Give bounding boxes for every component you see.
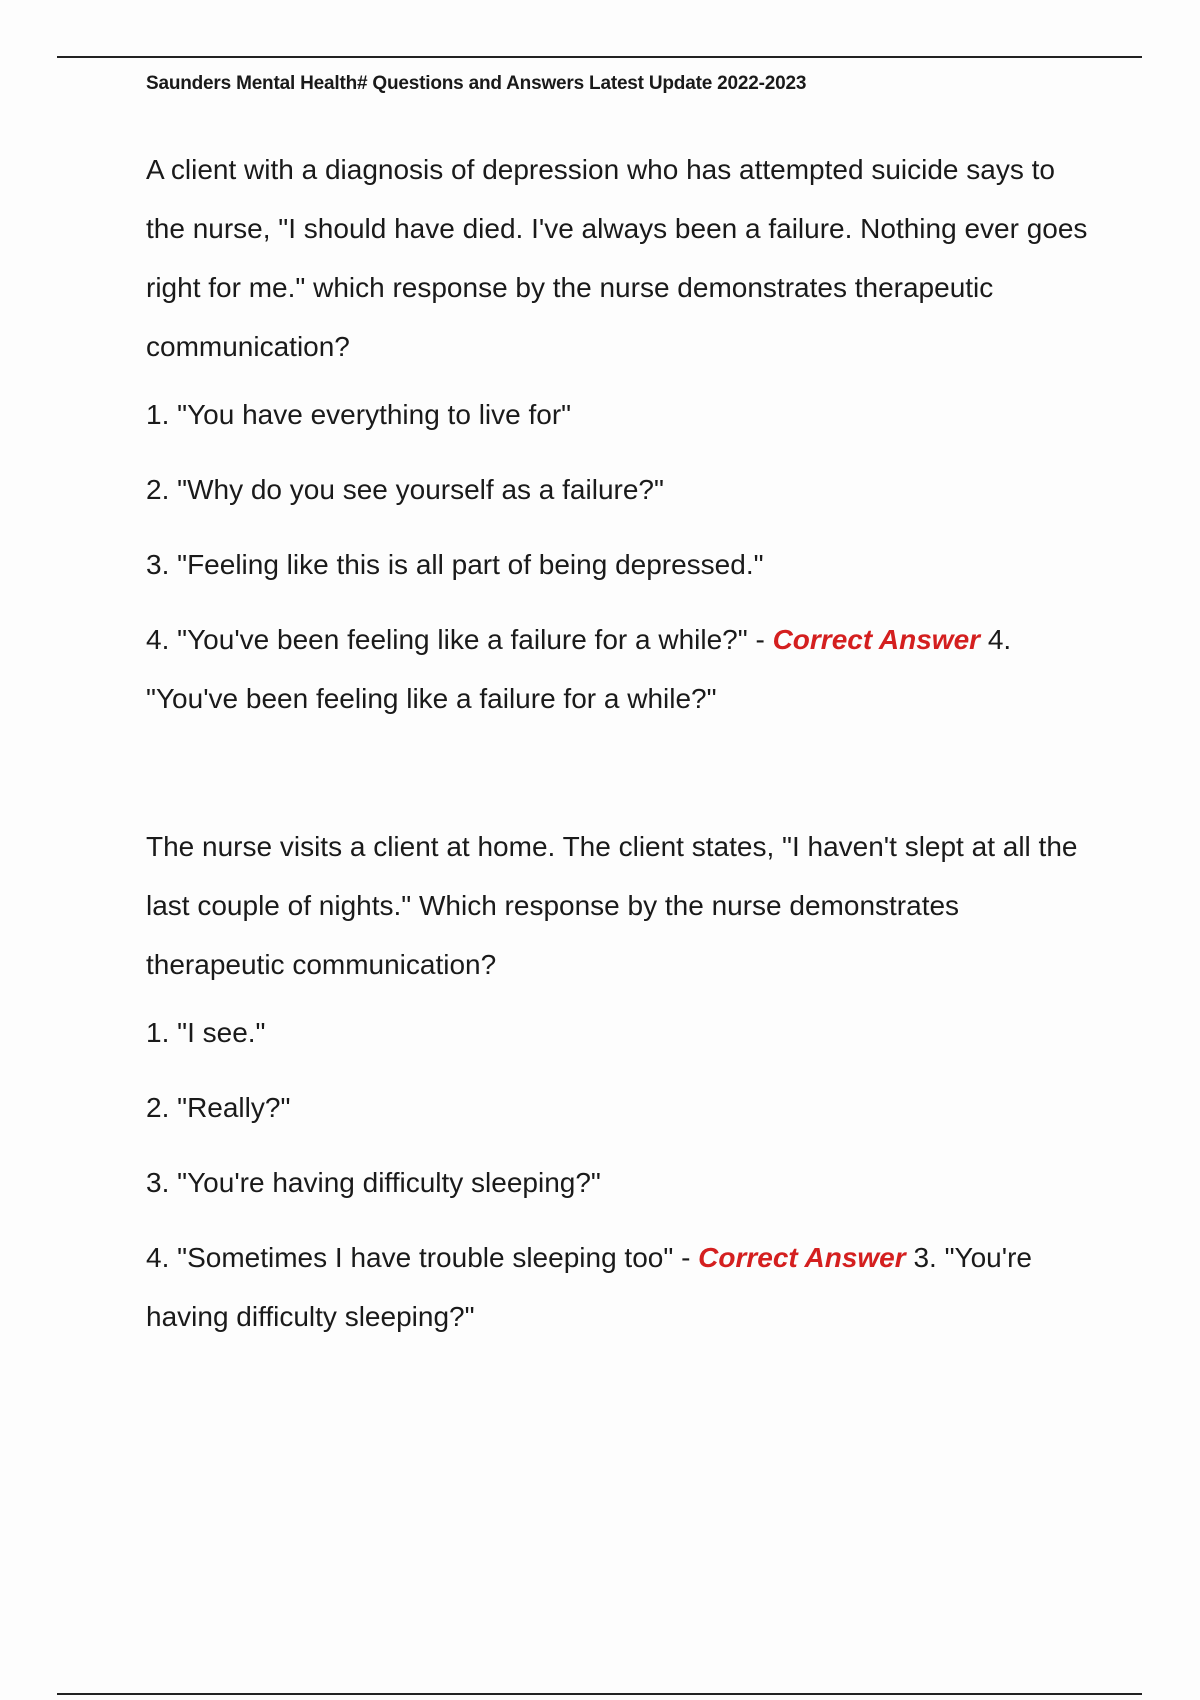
bottom-rule <box>57 1693 1142 1695</box>
question-stem: A client with a diagnosis of depression who has attempted suicide says to the nurse, "I should have died. I've always been a failure. Nothing ever goes right for me." which response by the nurse demonstrates therapeutic communication? <box>146 154 1088 362</box>
answer-option: 2. "Really?" <box>146 1092 291 1123</box>
page-header: Saunders Mental Health# Questions and Answers Latest Update 2022-2023 <box>146 73 807 94</box>
answer-option: 1. "I see." <box>146 1017 266 1048</box>
correct-answer-text: 4. "You've been feeling like a failure for a while?" <box>146 624 1012 714</box>
answer-option-text: 4. "Sometimes I have trouble sleeping too" - <box>146 1242 691 1273</box>
answer-option: 1. "You have everything to live for" <box>146 399 572 430</box>
correct-answer-label: Correct Answer <box>698 1242 906 1273</box>
question-spacer <box>146 728 1096 817</box>
correct-answer-label: Correct Answer <box>772 624 981 655</box>
question-stem: The nurse visits a client at home. The client states, "I haven't slept at all the last couple of nights." Which response by the nurse demonstrates therapeutic communication? <box>146 831 1078 980</box>
answer-option-text: 4. "You've been feeling like a failure for a while?" - <box>146 624 765 655</box>
answer-option-with-answer <box>146 610 1096 728</box>
question-block-1 <box>146 140 1096 728</box>
answer-option-with-answer <box>146 1228 1096 1346</box>
answer-option: 2. "Why do you see yourself as a failure?" <box>146 474 664 505</box>
correct-answer-text: 3. "You're having difficulty sleeping?" <box>146 1242 1032 1332</box>
document-body <box>146 140 1096 1346</box>
question-block-2 <box>146 817 1096 1346</box>
answer-option: 3. "You're having difficulty sleeping?" <box>146 1167 601 1198</box>
top-rule <box>57 56 1142 58</box>
answer-option: 3. "Feeling like this is all part of being depressed." <box>146 549 764 580</box>
